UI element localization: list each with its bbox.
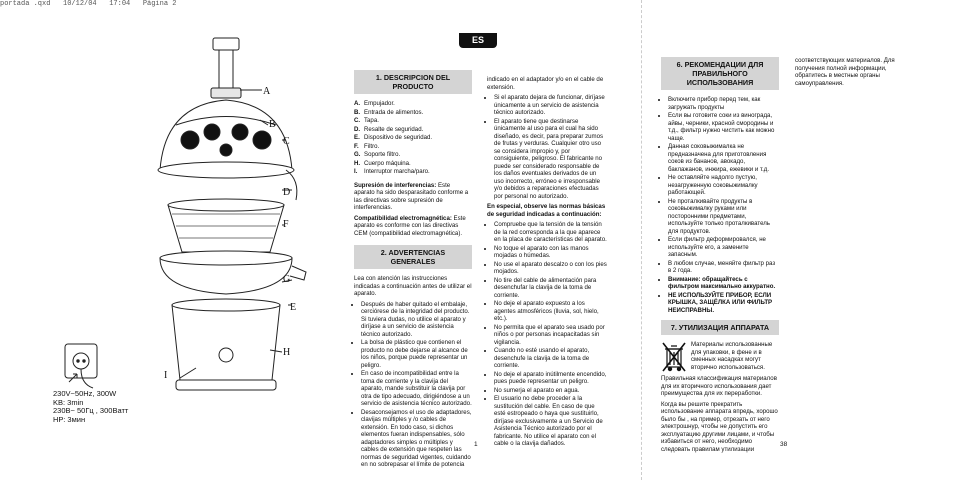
list-item: • Не проталкивайте продукты в соковыжималку руками или посторонними предметами, используйте только проталкиватель для продуктов. <box>668 198 779 236</box>
label-i: I <box>164 370 168 381</box>
print-header: portada .qxd 10/12/04 17:04 Página 2 <box>0 0 177 8</box>
diagram-page <box>0 0 350 480</box>
label-c: C <box>283 136 290 147</box>
section-title: 2. ADVERTENCIAS GENERALES <box>354 245 472 269</box>
crossed-bin-icon <box>661 341 687 373</box>
list-item: • El usuario no debe proceder a la sustitución del cable. En caso de que esté estropeado o haya que sustituirlo, diríjase exclusivamente a un Servicio de Asistencia Técnico autorizado por el fabricante. No utilice el aparato con el cable o la clavija dañados. <box>494 395 607 448</box>
spec-line: 230V~50Hz, 300W <box>53 389 117 398</box>
list-item: • Desaconsejamos el uso de adaptadores, clavijas múltiples y /o cables de extensión. En todo caso, si dichos elementos fueran indispensables, sólo adaptadores simples o múltiples y cables de extensión que respeten las normas de seguridad vigentes, cuidando en no sobrepasar el límite de potencia <box>361 409 472 469</box>
list-item: G. Soporte filtro. <box>354 151 401 158</box>
list-item: • Cuando no esté usando el aparato, desenchufe la clavija de la toma de corriente. <box>494 347 607 370</box>
page-number: 38 <box>780 441 788 448</box>
list-item: H. Cuerpo máquina. <box>354 159 411 167</box>
list-item: I. Interruptor marcha/paro. <box>354 168 430 175</box>
list-item: C. Tapa. <box>354 117 379 124</box>
list-item: • Данная соковыжималка не предназначена для приготовления соков из бананов, авокадо, баклажанов, инжира, ежевики и т.д. <box>668 143 779 173</box>
list-item: • No deje el aparato inútilmente encendido, pues puede representar un peligro. <box>494 371 607 386</box>
list-item: D. Resalte de seguridad. <box>354 125 424 133</box>
label-e: E <box>290 302 297 313</box>
page-divider <box>641 0 642 480</box>
list-item: • В любом случае, меняйте фильтр раз в 2 года. <box>668 260 779 275</box>
bullet-list <box>354 301 472 469</box>
label-h: H <box>283 347 291 358</box>
subheading: En especial, observe las normas básicas de seguridad indicadas a continuación: <box>487 203 606 218</box>
list-item: E. Dispositivo de seguridad. <box>354 134 433 141</box>
list-item: • Если вы готовите соки из винограда, айвы, черники, красной смородины и т.д., фильтр нужно чистить как можно чаще. <box>668 112 779 142</box>
list-item: • La bolsa de plástico que contienen el producto no debe dejarse al alcance de los niños, porque puede representar un peligro. <box>361 339 472 369</box>
paragraph: соответствующих материалов. Для получения полной информации, обратитесь в местные органы самоуправления. <box>795 57 895 87</box>
list-item: • No deje el aparato expuesto a los agentes atmosféricos (lluvia, sol, hielo, etc.). <box>494 300 607 323</box>
ru-column-2 <box>795 57 907 90</box>
es-column-2 <box>487 76 607 451</box>
parts-list <box>354 100 472 176</box>
list-item: • El aparato tiene que destinarse únicamente al uso para el cual ha sido diseñado, es decir, para preparar zumos de frutas y verduras. Cualquier otro uso se considera impropio y, por consiguiente, peligroso. El fabricante no puede ser considerado responsable de los daños eventuales derivados de un uso incorrecto, erróneo e irresponsable y/o debidos a reparaciones efectuadas por personal no autorizado. <box>494 118 607 201</box>
label-a: A <box>263 86 271 97</box>
paragraph: Supresión de interferencias: Este aparato ha sido desparasitado conforme a las directivas sobre supresión de interferencias. <box>354 181 469 211</box>
paragraph: Compatibilidad electromagnética: Este aparato es conforme con las directivas CEM (compatibilidad electromagnética). <box>354 214 466 237</box>
list-item: • No toque el aparato con las manos mojadas o húmedas. <box>494 245 607 260</box>
list-item: • No permita que el aparato sea usado por niños o por personas incapacitadas sin vigilancia. <box>494 324 607 347</box>
bullet-list <box>487 221 607 448</box>
spec-line: 230В~ 50Гц , 300Ватт <box>53 406 129 416</box>
spec-line: НР: 3мин <box>53 414 86 424</box>
spec-block <box>53 390 128 424</box>
label-f: F <box>283 219 289 230</box>
list-item: • Внимание: обращайтесь с фильтром максимально аккуратно. <box>668 276 779 291</box>
paragraph: Когда вы решите прекратить использование аппарата впредь, хорошо было бы , на пример, отрезать от него электрошнур, чтобы не допустить его эксплуатацию другими лицами, и чтобы избавиться от него, необходимо следовать правилам утилизации <box>661 400 778 453</box>
list-item: • Включите прибор перед тем, как загружать продукты <box>668 96 779 111</box>
ru-column-1 <box>661 57 779 456</box>
list-item: • Compruebe que la tensión de la tensión de la red corresponda a la que aparece en la placa de características del aparato. <box>494 221 607 244</box>
section-title: 1. DESCRIPCION DEL PRODUCTO <box>354 70 472 94</box>
paragraph: indicado en el adaptador y/o en el cable de extensión. <box>487 76 604 91</box>
list-item: • НЕ ИСПОЛЬЗУЙТЕ ПРИБОР, ЕСЛИ КРЫШКА, ЗАЩЁЛКА ИЛИ ФИЛЬТР НЕИСПРАВНЫ. <box>668 292 779 315</box>
bullet-list <box>487 94 607 200</box>
list-item: • Si el aparato dejara de funcionar, diríjase únicamente a un servicio de asistencia técnico autorizado. <box>494 94 607 117</box>
list-item: • En caso de incompatibilidad entre la toma de corriente y la clavija del aparato, mande substituir la clavija por otra de tipo adecuado, dirigiéndose a un servicio de asistencia técnico autorizado. <box>361 370 472 408</box>
section-title: 7. УТИЛИЗАЦИЯ АППАРАТА <box>661 320 779 335</box>
paragraph: Материалы использованные для упаковки, в фене и в сменных насадках могут вторично использоваться. <box>691 341 773 371</box>
paragraph: Правильная классификация материалов для их вторичного использования дает преимущества для их переработки. <box>661 375 777 397</box>
list-item: • No tire del cable de alimentación para desenchufar la clavija de la toma de corriente. <box>494 277 607 300</box>
label-g: G <box>283 274 291 285</box>
spec-line: KB: 3min <box>53 397 84 407</box>
label-d: D <box>283 187 291 198</box>
language-tab: ES <box>459 33 497 48</box>
es-column-1 <box>354 70 472 472</box>
list-item: B. Entrada de alimentos. <box>354 108 424 116</box>
list-item: • Если фильтр деформировался, не используйте его, а замените запасным. <box>668 236 779 259</box>
plug-socket-icon <box>63 342 99 392</box>
bullet-list <box>661 96 779 314</box>
list-item: • No use el aparato descalzo o con los pies mojados. <box>494 261 607 276</box>
paragraph: Lea con atención las instrucciones indicadas a continuación antes de utilizar el aparato. <box>354 275 472 297</box>
list-item: A. Empujador. <box>354 100 395 107</box>
list-item: • No sumerja el aparato en agua. <box>494 387 607 395</box>
label-b: B <box>269 119 276 130</box>
page-number: 1 <box>474 441 478 448</box>
list-item: • Не оставляйте надолго пустую, незагруженную соковыжималку работающей. <box>668 174 779 197</box>
section-title: 6. РЕКОМЕНДАЦИИ ДЛЯ ПРАВИЛЬНОГО ИСПОЛЬЗОВАНИЯ <box>661 57 779 90</box>
list-item: • Después de haber quitado el embalaje, cerciórese de la integridad del producto. Si tuviera dudas, no utilice el aparato y diríjase a un servicio de asistencia técnico autorizado. <box>361 301 472 339</box>
list-item: F. Filtro. <box>354 142 380 150</box>
